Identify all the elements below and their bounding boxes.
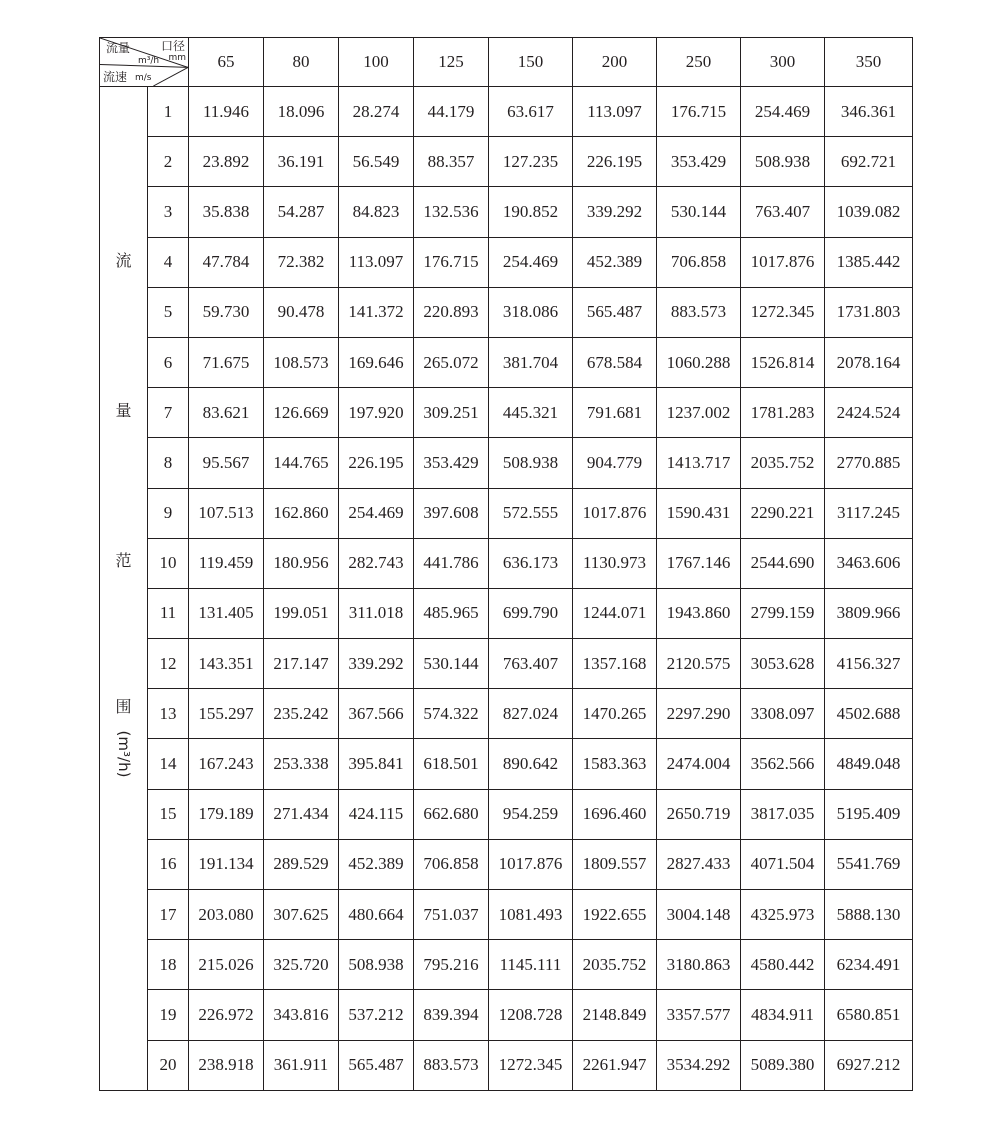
flow-value-cell: 23.892	[189, 137, 264, 187]
flow-value-cell: 144.765	[264, 438, 339, 488]
flow-value-cell: 508.938	[489, 438, 573, 488]
table-row	[100, 739, 913, 789]
flow-value-cell: 1060.288	[657, 337, 741, 387]
flow-range-unit: (m³/h)	[114, 730, 133, 778]
flow-value-cell: 126.669	[264, 388, 339, 438]
diameter-header: 350	[825, 38, 913, 87]
flow-value-cell: 452.389	[573, 237, 657, 287]
flow-value-cell: 2544.690	[741, 538, 825, 588]
flow-value-cell: 83.621	[189, 388, 264, 438]
flow-value-cell: 35.838	[189, 187, 264, 237]
flow-value-cell: 1237.002	[657, 388, 741, 438]
flow-value-cell: 883.573	[657, 287, 741, 337]
flow-value-cell: 530.144	[414, 639, 489, 689]
flow-value-cell: 618.501	[414, 739, 489, 789]
flow-value-cell: 572.555	[489, 488, 573, 538]
flow-value-cell: 203.080	[189, 890, 264, 940]
flow-value-cell: 143.351	[189, 639, 264, 689]
speed-cell: 3	[148, 187, 189, 237]
flow-value-cell: 47.784	[189, 237, 264, 287]
flow-value-cell: 84.823	[339, 187, 414, 237]
speed-cell: 13	[148, 689, 189, 739]
flow-value-cell: 1017.876	[489, 839, 573, 889]
table-row	[100, 689, 913, 739]
flow-value-cell: 1385.442	[825, 237, 913, 287]
flow-value-cell: 508.938	[741, 137, 825, 187]
flow-value-cell: 1781.283	[741, 388, 825, 438]
flow-value-cell: 485.965	[414, 588, 489, 638]
speed-label: 流速	[103, 70, 128, 84]
table-row	[100, 187, 913, 237]
flow-value-cell: 254.469	[339, 488, 414, 538]
flow-value-cell: 265.072	[414, 337, 489, 387]
header-row	[100, 38, 913, 87]
flow-value-cell: 2035.752	[573, 940, 657, 990]
table-row	[100, 789, 913, 839]
diameter-header: 80	[264, 38, 339, 87]
flow-value-cell: 95.567	[189, 438, 264, 488]
flow-value-cell: 271.434	[264, 789, 339, 839]
flow-value-cell: 4071.504	[741, 839, 825, 889]
flow-value-cell: 662.680	[414, 789, 489, 839]
speed-cell: 9	[148, 488, 189, 538]
diameter-header: 300	[741, 38, 825, 87]
flow-value-cell: 113.097	[573, 87, 657, 137]
speed-cell: 5	[148, 287, 189, 337]
flow-value-cell: 253.338	[264, 739, 339, 789]
flow-value-cell: 28.274	[339, 87, 414, 137]
flow-value-cell: 162.860	[264, 488, 339, 538]
diameter-header: 250	[657, 38, 741, 87]
flow-value-cell: 155.297	[189, 689, 264, 739]
table-row	[100, 87, 913, 137]
flow-value-cell: 54.287	[264, 187, 339, 237]
speed-cell: 2	[148, 137, 189, 187]
table-row	[100, 1040, 913, 1090]
flow-value-cell: 2078.164	[825, 337, 913, 387]
diameter-header: 150	[489, 38, 573, 87]
flow-value-cell: 72.382	[264, 237, 339, 287]
speed-cell: 11	[148, 588, 189, 638]
flow-value-cell: 2261.947	[573, 1040, 657, 1090]
flow-value-cell: 4325.973	[741, 890, 825, 940]
speed-cell: 20	[148, 1040, 189, 1090]
flow-value-cell: 791.681	[573, 388, 657, 438]
flow-value-cell: 11.946	[189, 87, 264, 137]
flow-value-cell: 127.235	[489, 137, 573, 187]
flow-value-cell: 289.529	[264, 839, 339, 889]
diagonal-header-cell	[100, 38, 189, 87]
flow-value-cell: 2290.221	[741, 488, 825, 538]
flow-value-cell: 1130.973	[573, 538, 657, 588]
diameter-header: 125	[414, 38, 489, 87]
flow-value-cell: 706.858	[414, 839, 489, 889]
flow-value-cell: 199.051	[264, 588, 339, 638]
flow-value-cell: 131.405	[189, 588, 264, 638]
flow-value-cell: 107.513	[189, 488, 264, 538]
flow-value-cell: 3357.577	[657, 990, 741, 1040]
speed-cell: 14	[148, 739, 189, 789]
flow-value-cell: 445.321	[489, 388, 573, 438]
speed-cell: 19	[148, 990, 189, 1040]
flow-value-cell: 6580.851	[825, 990, 913, 1040]
flow-value-cell: 254.469	[489, 237, 573, 287]
flow-value-cell: 226.195	[339, 438, 414, 488]
flow-value-cell: 311.018	[339, 588, 414, 638]
flow-value-cell: 180.956	[264, 538, 339, 588]
flow-value-cell: 2827.433	[657, 839, 741, 889]
flow-value-cell: 44.179	[414, 87, 489, 137]
flow-value-cell: 1767.146	[657, 538, 741, 588]
flow-value-cell: 1145.111	[489, 940, 573, 990]
flow-value-cell: 763.407	[741, 187, 825, 237]
flow-range-char: 流	[115, 251, 132, 270]
flow-value-cell: 1526.814	[741, 337, 825, 387]
flow-value-cell: 1696.460	[573, 789, 657, 839]
flow-value-cell: 361.911	[264, 1040, 339, 1090]
flow-value-cell: 346.361	[825, 87, 913, 137]
flow-value-cell: 325.720	[264, 940, 339, 990]
table-row	[100, 538, 913, 588]
flow-value-cell: 565.487	[573, 287, 657, 337]
flow-value-cell: 1809.557	[573, 839, 657, 889]
flow-value-cell: 353.429	[414, 438, 489, 488]
speed-cell: 17	[148, 890, 189, 940]
flow-value-cell: 59.730	[189, 287, 264, 337]
flow-value-cell: 883.573	[414, 1040, 489, 1090]
flow-value-cell: 2424.524	[825, 388, 913, 438]
diameter-header: 100	[339, 38, 414, 87]
flow-value-cell: 1943.860	[657, 588, 741, 638]
flow-value-cell: 678.584	[573, 337, 657, 387]
flow-value-cell: 18.096	[264, 87, 339, 137]
speed-cell: 18	[148, 940, 189, 990]
flow-value-cell: 169.646	[339, 337, 414, 387]
flow-value-cell: 3463.606	[825, 538, 913, 588]
flow-value-cell: 1590.431	[657, 488, 741, 538]
flow-value-cell: 2297.290	[657, 689, 741, 739]
flow-value-cell: 1244.071	[573, 588, 657, 638]
flow-value-cell: 4156.327	[825, 639, 913, 689]
table-row	[100, 488, 913, 538]
flow-value-cell: 751.037	[414, 890, 489, 940]
flow-value-cell: 904.779	[573, 438, 657, 488]
flow-value-cell: 1017.876	[741, 237, 825, 287]
speed-cell: 6	[148, 337, 189, 387]
flow-range-char: 围	[115, 697, 132, 716]
diameter-label: 口径	[160, 39, 185, 53]
flow-value-cell: 890.642	[489, 739, 573, 789]
flow-value-cell: 839.394	[414, 990, 489, 1040]
flow-value-cell: 56.549	[339, 137, 414, 187]
flow-value-cell: 217.147	[264, 639, 339, 689]
flow-value-cell: 441.786	[414, 538, 489, 588]
flow-value-cell: 1272.345	[489, 1040, 573, 1090]
flow-value-cell: 1039.082	[825, 187, 913, 237]
flow-value-cell: 3534.292	[657, 1040, 741, 1090]
flow-value-cell: 1922.655	[573, 890, 657, 940]
flow-value-cell: 2148.849	[573, 990, 657, 1040]
speed-cell: 12	[148, 639, 189, 689]
flow-value-cell: 4502.688	[825, 689, 913, 739]
diameter-header: 200	[573, 38, 657, 87]
table-row	[100, 388, 913, 438]
table-row	[100, 438, 913, 488]
flow-value-cell: 215.026	[189, 940, 264, 990]
flow-value-cell: 5195.409	[825, 789, 913, 839]
flow-value-cell: 176.715	[414, 237, 489, 287]
flow-value-cell: 309.251	[414, 388, 489, 438]
speed-cell: 4	[148, 237, 189, 287]
flow-value-cell: 318.086	[489, 287, 573, 337]
flow-value-cell: 6927.212	[825, 1040, 913, 1090]
flow-value-cell: 1470.265	[573, 689, 657, 739]
flow-value-cell: 795.216	[414, 940, 489, 990]
flow-value-cell: 2650.719	[657, 789, 741, 839]
flow-value-cell: 307.625	[264, 890, 339, 940]
flow-value-cell: 190.852	[489, 187, 573, 237]
flow-value-cell: 179.189	[189, 789, 264, 839]
flow-value-cell: 5089.380	[741, 1040, 825, 1090]
flow-value-cell: 699.790	[489, 588, 573, 638]
flow-value-cell: 424.115	[339, 789, 414, 839]
flow-value-cell: 574.322	[414, 689, 489, 739]
speed-unit: m/s	[135, 73, 152, 83]
flow-value-cell: 530.144	[657, 187, 741, 237]
flow-value-cell: 4834.911	[741, 990, 825, 1040]
flow-value-cell: 176.715	[657, 87, 741, 137]
flow-value-cell: 4580.442	[741, 940, 825, 990]
flow-value-cell: 3308.097	[741, 689, 825, 739]
flow-value-cell: 4849.048	[825, 739, 913, 789]
flow-value-cell: 63.617	[489, 87, 573, 137]
diameter-unit: mm	[168, 53, 186, 63]
flow-value-cell: 339.292	[573, 187, 657, 237]
flow-value-cell: 3180.863	[657, 940, 741, 990]
flow-value-cell: 88.357	[414, 137, 489, 187]
flow-value-cell: 1413.717	[657, 438, 741, 488]
table-row	[100, 639, 913, 689]
flow-value-cell: 2474.004	[657, 739, 741, 789]
flow-value-cell: 367.566	[339, 689, 414, 739]
flow-value-cell: 3004.148	[657, 890, 741, 940]
speed-cell: 15	[148, 789, 189, 839]
flow-value-cell: 71.675	[189, 337, 264, 387]
table-row	[100, 839, 913, 889]
speed-cell: 1	[148, 87, 189, 137]
flow-value-cell: 381.704	[489, 337, 573, 387]
flow-value-cell: 6234.491	[825, 940, 913, 990]
flow-value-cell: 1583.363	[573, 739, 657, 789]
flow-value-cell: 1272.345	[741, 287, 825, 337]
speed-cell: 16	[148, 839, 189, 889]
flow-unit: m³/h	[138, 56, 160, 66]
flow-value-cell: 282.743	[339, 538, 414, 588]
flow-value-cell: 508.938	[339, 940, 414, 990]
flow-value-cell: 5888.130	[825, 890, 913, 940]
flow-value-cell: 226.195	[573, 137, 657, 187]
flow-value-cell: 3053.628	[741, 639, 825, 689]
speed-cell: 7	[148, 388, 189, 438]
flow-value-cell: 197.920	[339, 388, 414, 438]
flow-range-char: 范	[115, 551, 132, 570]
flow-value-cell: 692.721	[825, 137, 913, 187]
flow-value-cell: 1017.876	[573, 488, 657, 538]
flow-value-cell: 90.478	[264, 287, 339, 337]
flow-value-cell: 191.134	[189, 839, 264, 889]
flow-value-cell: 565.487	[339, 1040, 414, 1090]
flow-value-cell: 636.173	[489, 538, 573, 588]
flow-value-cell: 2770.885	[825, 438, 913, 488]
flow-value-cell: 254.469	[741, 87, 825, 137]
flow-value-cell: 480.664	[339, 890, 414, 940]
table-row	[100, 890, 913, 940]
diameter-header: 65	[189, 38, 264, 87]
flow-value-cell: 238.918	[189, 1040, 264, 1090]
flow-value-cell: 132.536	[414, 187, 489, 237]
flow-value-cell: 1357.168	[573, 639, 657, 689]
table-row	[100, 137, 913, 187]
table-row	[100, 337, 913, 387]
speed-cell: 10	[148, 538, 189, 588]
table-row	[100, 940, 913, 990]
flow-value-cell: 235.242	[264, 689, 339, 739]
flow-value-cell: 763.407	[489, 639, 573, 689]
flow-value-cell: 2035.752	[741, 438, 825, 488]
flow-value-cell: 141.372	[339, 287, 414, 337]
flow-value-cell: 954.259	[489, 789, 573, 839]
flow-value-cell: 119.459	[189, 538, 264, 588]
flow-value-cell: 1081.493	[489, 890, 573, 940]
flow-value-cell: 226.972	[189, 990, 264, 1040]
speed-cell: 8	[148, 438, 189, 488]
flow-value-cell: 113.097	[339, 237, 414, 287]
table-row	[100, 990, 913, 1040]
flow-value-cell: 5541.769	[825, 839, 913, 889]
flow-value-cell: 3562.566	[741, 739, 825, 789]
flow-value-cell: 353.429	[657, 137, 741, 187]
flow-value-cell: 3117.245	[825, 488, 913, 538]
flow-value-cell: 706.858	[657, 237, 741, 287]
flow-value-cell: 1208.728	[489, 990, 573, 1040]
flow-value-cell: 339.292	[339, 639, 414, 689]
flow-value-cell: 397.608	[414, 488, 489, 538]
flow-value-cell: 1731.803	[825, 287, 913, 337]
flow-value-cell: 108.573	[264, 337, 339, 387]
flow-value-cell: 36.191	[264, 137, 339, 187]
flow-value-cell: 220.893	[414, 287, 489, 337]
flow-range-char: 量	[115, 401, 132, 420]
flow-value-cell: 537.212	[339, 990, 414, 1040]
flow-value-cell: 2799.159	[741, 588, 825, 638]
table-row	[100, 237, 913, 287]
flow-range-table	[99, 37, 913, 1091]
table-row	[100, 588, 913, 638]
flow-value-cell: 395.841	[339, 739, 414, 789]
flow-value-cell: 167.243	[189, 739, 264, 789]
flow-value-cell: 2120.575	[657, 639, 741, 689]
flow-label: 流量	[106, 41, 131, 55]
flow-value-cell: 827.024	[489, 689, 573, 739]
flow-value-cell: 3809.966	[825, 588, 913, 638]
table-row	[100, 287, 913, 337]
flow-value-cell: 3817.035	[741, 789, 825, 839]
flow-value-cell: 343.816	[264, 990, 339, 1040]
flow-value-cell: 452.389	[339, 839, 414, 889]
flow-range-label	[100, 87, 148, 1091]
